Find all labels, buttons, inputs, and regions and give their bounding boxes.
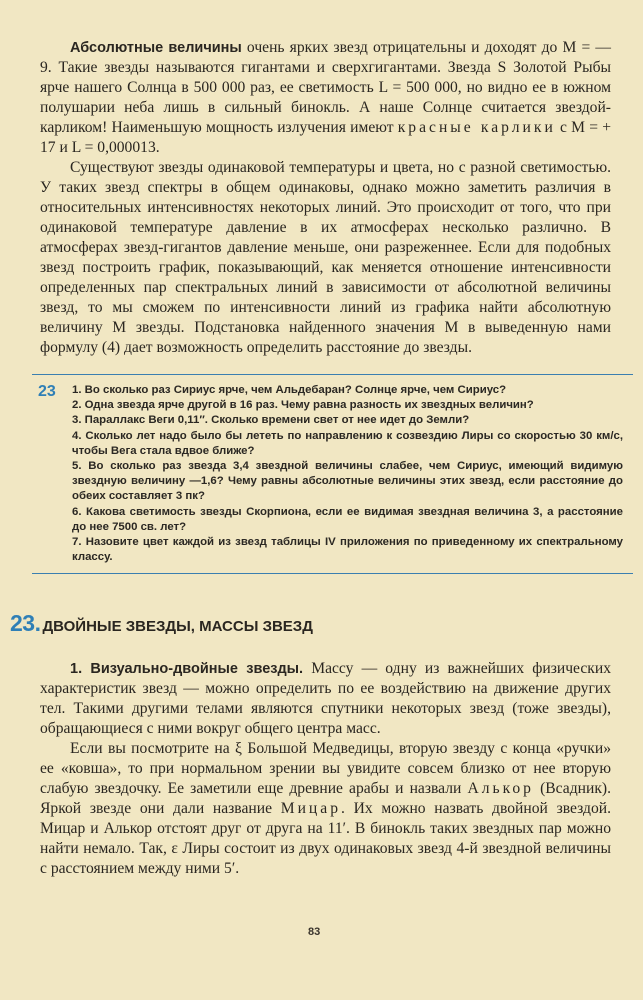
- bold-subheading: 1. Визуально-двойные звезды.: [70, 661, 304, 678]
- section-title: ДВОЙНЫЕ ЗВЕЗДЫ, МАССЫ ЗВЕЗД: [42, 618, 313, 636]
- section-heading: [10, 610, 611, 637]
- question-item: 1. Во сколько раз Сириус ярче, чем Альдебаран? Солнце ярче, чем Сириус?: [72, 384, 507, 396]
- questions-number: 23: [38, 383, 56, 400]
- paragraph-text: Если вы посмотрите на ξ Большой Медведицы, вторую звезду с конца «ручки» ее «ковша», то при нормальном зрении вы увидите совсем близко от нее вторую слабую звездочку. Ее заметили еще древние арабы и назвали: [40, 740, 611, 798]
- paragraph-text: Массу — одну из важнейших физических характеристик звезд — можно определить по ее воздействию на движение других тел. Такими другими телами являются спутники некоторых звезд (тоже звезды), обращающиеся с ними вокруг общего центра масс.: [40, 660, 612, 738]
- paragraph-text: (Всадник). Яркой звезде они дали название: [40, 780, 611, 818]
- question-item: 6. Какова светимость звезды Скорпиона, если ее видимая звездная величина 3, а расстояние до нее 7500 св. лет?: [72, 505, 623, 533]
- question-item: 2. Одна звезда ярче другой в 16 раз. Чему равна разность их звездных величин?: [72, 399, 534, 412]
- paragraph-text-end: с M = + 17 и L = 0,000013.: [40, 119, 611, 156]
- question-item: 7. Назовите цвет каждой из звезд таблицы IV приложения по приведенному их спектральному классу.: [72, 536, 623, 564]
- spaced-term: Мицар: [280, 800, 341, 818]
- paragraph-spectra: Существуют звезды одинаковой температуры и цвета, но с разной светимостью. У таких звезд спектры в общем одинаковы, однако можно заметить различия в относительных интенсивностях некоторых линий. Это происходит от того, что при одинаковой температуре давление в их атмосферах несколько различно. В атмосферах звезд-гигантов давление меньше, они разреженнее. Если для подобных звезд построить график, показывающий, как меняется отношение интенсивности определенных пар спектральных линий в зависимости от абсолютной величины звезд, то мы сможем по интенсивности линий из графика найти абсолютную величину M звезды. Подстановка найденного значения M в выведенную нами формулу (4) дает возможность определить расстояние до звезды.: [40, 159, 611, 356]
- bold-term: Абсолютные величины: [70, 40, 242, 56]
- questions-box: [32, 374, 633, 574]
- paragraph-mizar-alcor: [40, 739, 611, 879]
- question-item: 4. Сколько лет надо было бы лететь по направлению к созвездию Лиры со скоростью 30 км/с, чтобы Вега стала вдвое ближе?: [72, 429, 623, 457]
- paragraph-absolute-magnitudes: [40, 38, 611, 158]
- paragraph-visual-binaries: [40, 659, 611, 739]
- section-number: 23.: [10, 610, 41, 637]
- paragraph-text: очень ярких звезд отрицательны и доходят до M = — 9. Такие звезды называются гигантами и сверхгигантами. Звезда S Золотой Рыбы ярче нашего Солнца в 500 000 раз, ее светимость L = 500 000, но видно ее в южном полушарии неба лишь в сильный бинокль. А наше Солнце считается звездой-карликом! Наименьшую мощность излучения имеют: [40, 39, 611, 136]
- page-number: 83: [308, 926, 321, 938]
- spaced-term: красные карлики: [397, 119, 556, 136]
- paragraph-text: . Их можно назвать двойной звездой. Мицар и Алькор отстоят друг от друга на 11′. В бинокль таких звездных пар можно найти немало. Так, ε Лиры состоит из двух одинаковых звезд 4-й звездной величины с расстоянием между ними 5′.: [40, 800, 611, 878]
- question-item: 3. Параллакс Веги 0,11″. Сколько времени свет от нее идет до Земли?: [72, 414, 470, 427]
- question-item: 5. Во сколько раз звезда 3,4 звездной величины слабее, чем Сириус, имеющий видимую звездную величину —1,6? Чему равны абсолютные величины этих звезд, если расстояние до обеих составляет 3 пк?: [72, 460, 623, 503]
- spaced-term: Алькор: [467, 780, 534, 798]
